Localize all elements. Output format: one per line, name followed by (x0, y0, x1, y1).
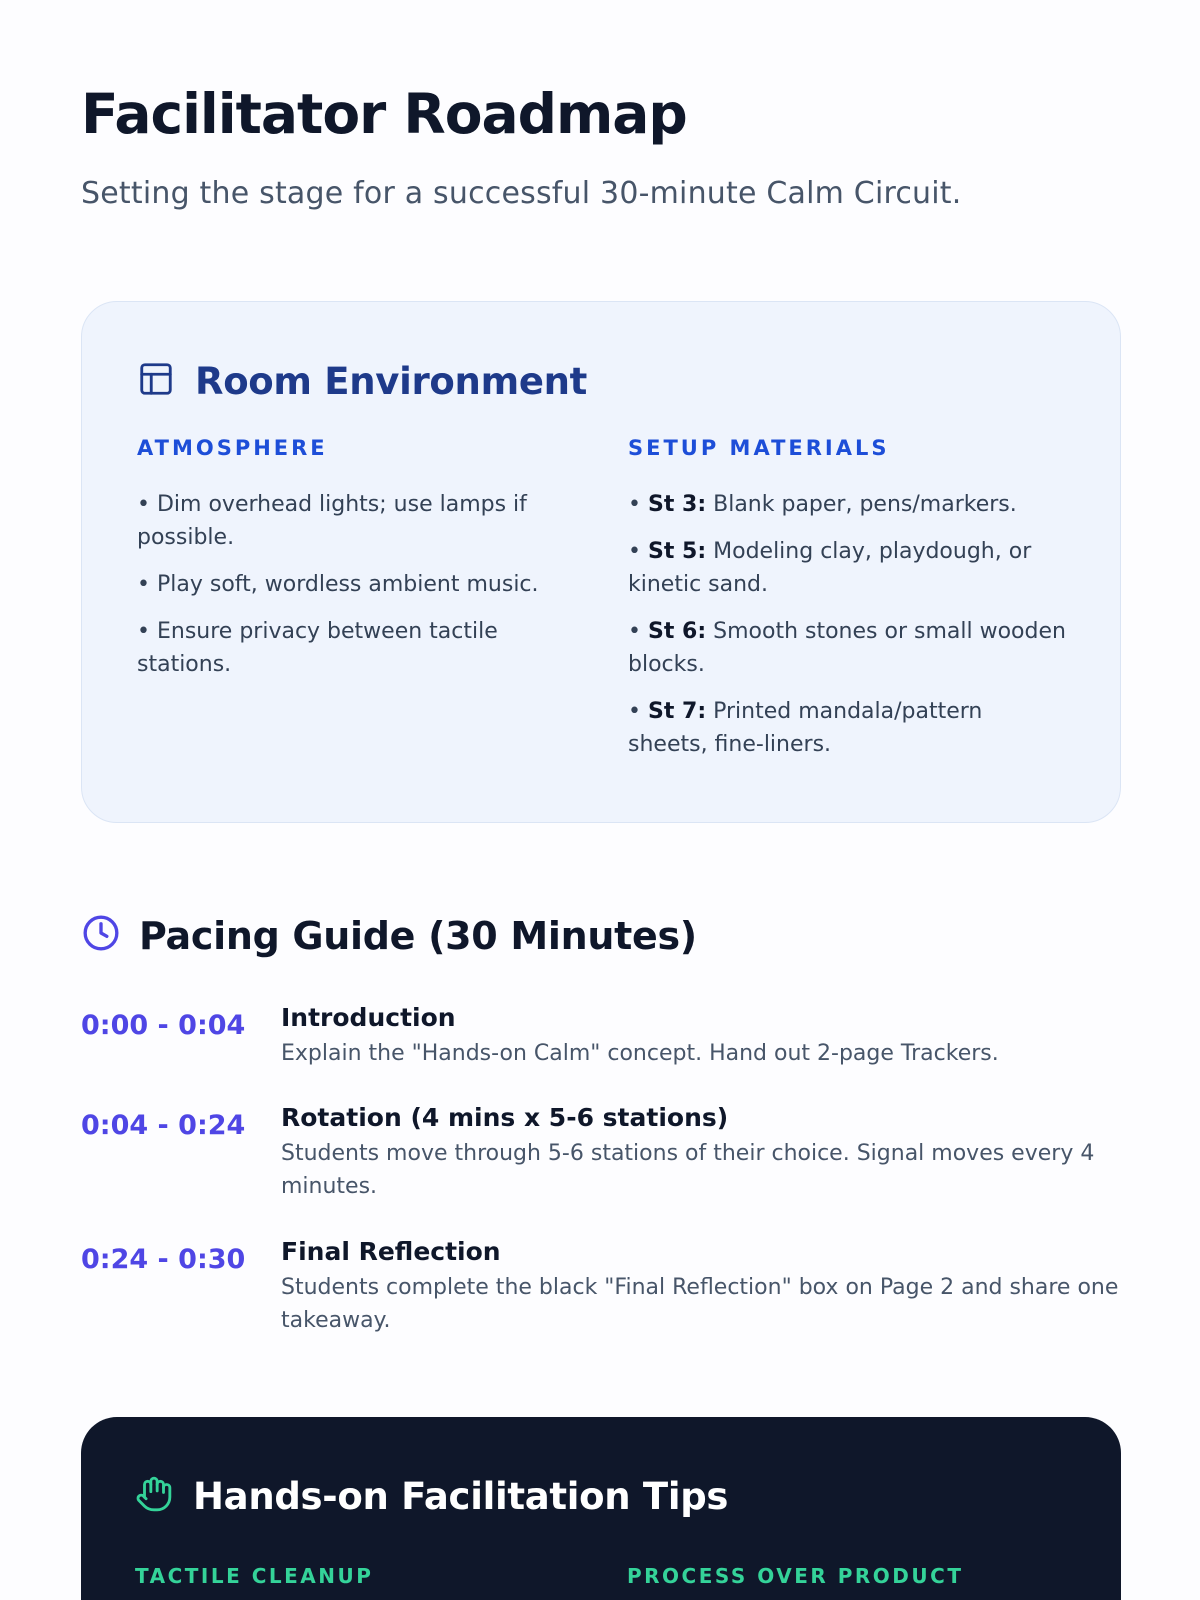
clock-icon (81, 913, 121, 958)
room-environment-title: Room Environment (195, 360, 588, 403)
facilitation-tips-card (81, 1417, 1121, 1600)
setup-materials-list (628, 488, 1068, 761)
pacing-time: 0:00 - 0:04 (81, 1010, 246, 1041)
pacing-label: Rotation (4 mins x 5-6 stations) (281, 1103, 729, 1132)
page-title: Facilitator Roadmap (81, 82, 687, 146)
list-item: • St 5: Modeling clay, playdough, or kinetic sand. (628, 539, 1032, 597)
pacing-time: 0:04 - 0:24 (81, 1110, 246, 1141)
atmosphere-column (137, 436, 577, 695)
pacing-body (281, 1002, 1121, 1070)
process-over-product-heading: PROCESS OVER PRODUCT (627, 1564, 964, 1588)
facilitation-tips-title: Hands-on Facilitation Tips (193, 1475, 729, 1518)
station-label: St 6: (647, 619, 707, 644)
atmosphere-list (137, 488, 577, 681)
pacing-guide-header (81, 913, 697, 958)
setup-materials-heading: SETUP MATERIALS (628, 436, 890, 460)
list-item: • Ensure privacy between tactile stations. (137, 619, 498, 677)
list-item: • Dim overhead lights; use lamps if possible. (137, 492, 527, 550)
pacing-label: Final Reflection (281, 1237, 501, 1266)
room-environment-card (81, 301, 1121, 823)
station-label: St 7: (647, 699, 707, 724)
facilitation-tips-header (135, 1475, 728, 1518)
page-subtitle: Setting the stage for a successful 30-minute Calm Circuit. (81, 176, 962, 211)
pacing-time: 0:24 - 0:30 (81, 1244, 246, 1275)
tactile-cleanup-heading: TACTILE CLEANUP (135, 1564, 374, 1588)
layout-icon (137, 360, 175, 403)
pacing-description: Explain the "Hands-on Calm" concept. Hand out 2-page Trackers. (281, 1041, 999, 1066)
pacing-body (281, 1236, 1121, 1337)
station-label: St 3: (647, 492, 707, 517)
list-item: • St 7: Printed mandala/pattern sheets, fine-liners. (628, 699, 983, 757)
setup-materials-column (628, 436, 1068, 775)
hand-icon (135, 1475, 173, 1518)
pacing-label: Introduction (281, 1003, 456, 1032)
list-item: • Play soft, wordless ambient music. (137, 572, 539, 597)
list-item: • St 3: Blank paper, pens/markers. (628, 492, 1017, 517)
pacing-guide-title: Pacing Guide (30 Minutes) (139, 913, 697, 958)
station-label: St 5: (647, 539, 707, 564)
pacing-description: Students move through 5-6 stations of their choice. Signal moves every 4 minutes. (281, 1141, 1095, 1199)
pacing-body (281, 1102, 1121, 1203)
list-item: • St 6: Smooth stones or small wooden blocks. (628, 619, 1066, 677)
atmosphere-heading: ATMOSPHERE (137, 436, 328, 460)
room-environment-header (137, 360, 587, 403)
pacing-description: Students complete the black "Final Reflection" box on Page 2 and share one takeaway. (281, 1275, 1119, 1333)
